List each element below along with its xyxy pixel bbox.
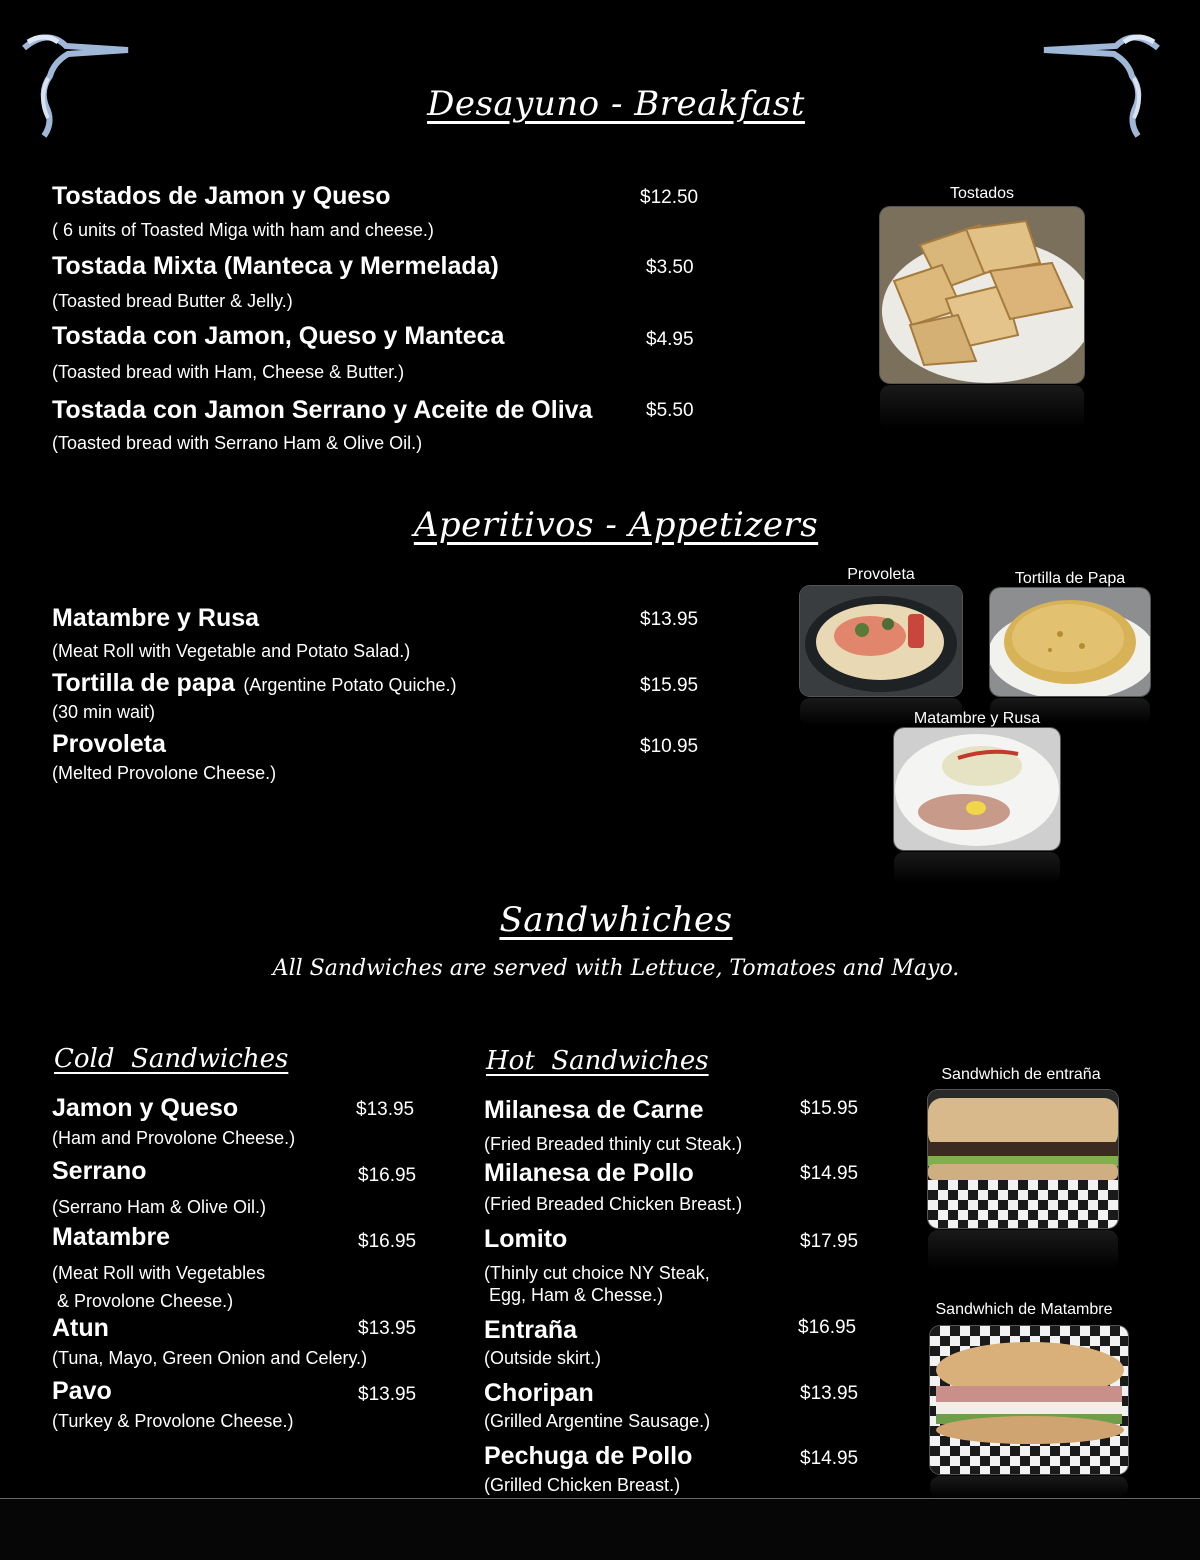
photo-reflection <box>930 1476 1128 1498</box>
appetizer-item-title-row <box>52 669 456 698</box>
breakfast-item-desc: (Toasted bread Butter & Jelly.) <box>52 291 293 311</box>
hot-item-desc: (Grilled Chicken Breast.) <box>484 1475 681 1495</box>
sandwich-entrana-photo <box>928 1090 1118 1228</box>
hot-item-desc: (Grilled Argentine Sausage.) <box>484 1411 711 1431</box>
cold-item-price: $16.95 <box>358 1165 417 1186</box>
appetizer-item-name: Provoleta <box>52 730 166 758</box>
breakfast-heading: Desayuno - Breakfast <box>427 84 805 124</box>
breakfast-item-desc: (Toasted bread with Ham, Cheese & Butter.) <box>52 362 405 382</box>
appetizer-item-desc: (Melted Provolone Cheese.) <box>52 763 277 783</box>
cold-item-desc-line2: & Provolone Cheese.) <box>52 1291 234 1311</box>
breakfast-item-name: Tostada con Jamon, Queso y Manteca <box>52 322 505 350</box>
cold-item-price: $13.95 <box>358 1318 417 1339</box>
cold-item-name: Matambre <box>52 1223 171 1251</box>
appetizer-item-desc: (30 min wait) <box>52 702 156 722</box>
breakfast-item-desc: (Toasted bread with Serrano Ham & Olive Oil.) <box>52 433 423 453</box>
hot-item-desc: (Fried Breaded thinly cut Steak.) <box>484 1134 743 1154</box>
photo-caption: Tortilla de Papa <box>1014 570 1126 587</box>
sandwiches-heading: Sandwhiches <box>499 900 733 940</box>
photo-caption: Sandwhich de entraña <box>941 1066 1101 1083</box>
breakfast-item-name: Tostados de Jamon y Queso <box>52 182 391 210</box>
photo-caption: Provoleta <box>847 566 915 583</box>
breakfast-item-price: $5.50 <box>646 400 694 421</box>
hot-item-name: Milanesa de Carne <box>484 1096 704 1124</box>
cold-sandwiches-heading: Cold Sandwiches <box>54 1044 289 1074</box>
provoleta-photo <box>800 586 962 696</box>
hot-item-name: Choripan <box>484 1379 594 1407</box>
appetizer-item-name-note: (Argentine Potato Quiche.) <box>243 675 457 695</box>
hot-item-name: Entraña <box>484 1316 578 1344</box>
breakfast-item-price: $3.50 <box>646 257 694 278</box>
hot-item-desc: (Outside skirt.) <box>484 1348 602 1368</box>
cold-item-name: Atun <box>52 1314 109 1342</box>
tortilla-photo <box>990 588 1150 696</box>
appetizer-item-name: Tortilla de papa <box>52 669 235 697</box>
photo-caption: Sandwhich de Matambre <box>935 1301 1113 1318</box>
hot-item-price: $14.95 <box>800 1163 859 1184</box>
hot-item-name: Milanesa de Pollo <box>484 1159 694 1187</box>
tostados-photo <box>880 207 1084 383</box>
hot-item-price: $15.95 <box>800 1098 859 1119</box>
cold-item-desc: (Serrano Ham & Olive Oil.) <box>52 1197 267 1217</box>
cold-item-desc: (Ham and Provolone Cheese.) <box>52 1128 296 1148</box>
photo-reflection <box>928 1230 1118 1270</box>
photo-caption: Matambre y Rusa <box>913 710 1041 727</box>
sandwiches-note: All Sandwiches are served with Lettuce, Tomatoes and Mayo. <box>272 956 960 981</box>
photo-caption: Tostados <box>949 185 1015 202</box>
hot-item-price: $17.95 <box>800 1231 859 1252</box>
hot-item-price: $16.95 <box>798 1317 857 1338</box>
hot-item-desc: (Thinly cut choice NY Steak, <box>484 1263 710 1283</box>
matambre-rusa-photo <box>894 728 1060 850</box>
cold-item-name: Serrano <box>52 1157 147 1185</box>
photo-reflection <box>894 852 1060 884</box>
cold-item-desc: (Meat Roll with Vegetables <box>52 1263 266 1283</box>
cold-item-name: Jamon y Queso <box>52 1094 239 1122</box>
hot-sandwiches-heading: Hot Sandwiches <box>486 1046 709 1076</box>
appetizer-item-desc: (Meat Roll with Vegetable and Potato Salad.) <box>52 641 411 661</box>
hot-item-name: Lomito <box>484 1225 568 1253</box>
cold-item-desc: (Turkey & Provolone Cheese.) <box>52 1411 294 1431</box>
breakfast-item-desc: ( 6 units of Toasted Miga with ham and cheese.) <box>52 220 434 240</box>
hot-item-name: Pechuga de Pollo <box>484 1442 693 1470</box>
photo-reflection <box>880 385 1084 429</box>
cold-item-price: $13.95 <box>356 1099 415 1120</box>
breakfast-item-name: Tostada Mixta (Manteca y Mermelada) <box>52 252 499 280</box>
appetizer-item-price: $15.95 <box>640 675 699 696</box>
breakfast-item-name: Tostada con Jamon Serrano y Aceite de Oliva <box>52 396 593 424</box>
breakfast-item-price: $12.50 <box>640 187 699 208</box>
appetizer-item-price: $13.95 <box>640 609 699 630</box>
cold-item-price: $13.95 <box>358 1384 417 1405</box>
hot-item-desc: (Fried Breaded Chicken Breast.) <box>484 1194 743 1214</box>
cold-item-name: Pavo <box>52 1377 112 1405</box>
hot-item-desc-line2: Egg, Ham & Chesse.) <box>484 1285 664 1305</box>
sandwich-matambre-photo <box>930 1326 1128 1474</box>
hot-item-price: $13.95 <box>800 1383 859 1404</box>
hot-item-price: $14.95 <box>800 1448 859 1469</box>
appetizers-heading: Aperitivos - Appetizers <box>413 505 819 545</box>
appetizer-item-name: Matambre y Rusa <box>52 604 260 632</box>
footer-band <box>0 1499 1200 1560</box>
appetizer-item-price: $10.95 <box>640 736 699 757</box>
cold-item-price: $16.95 <box>358 1231 417 1252</box>
breakfast-item-price: $4.95 <box>646 329 694 350</box>
cold-item-desc: (Tuna, Mayo, Green Onion and Celery.) <box>52 1348 368 1368</box>
